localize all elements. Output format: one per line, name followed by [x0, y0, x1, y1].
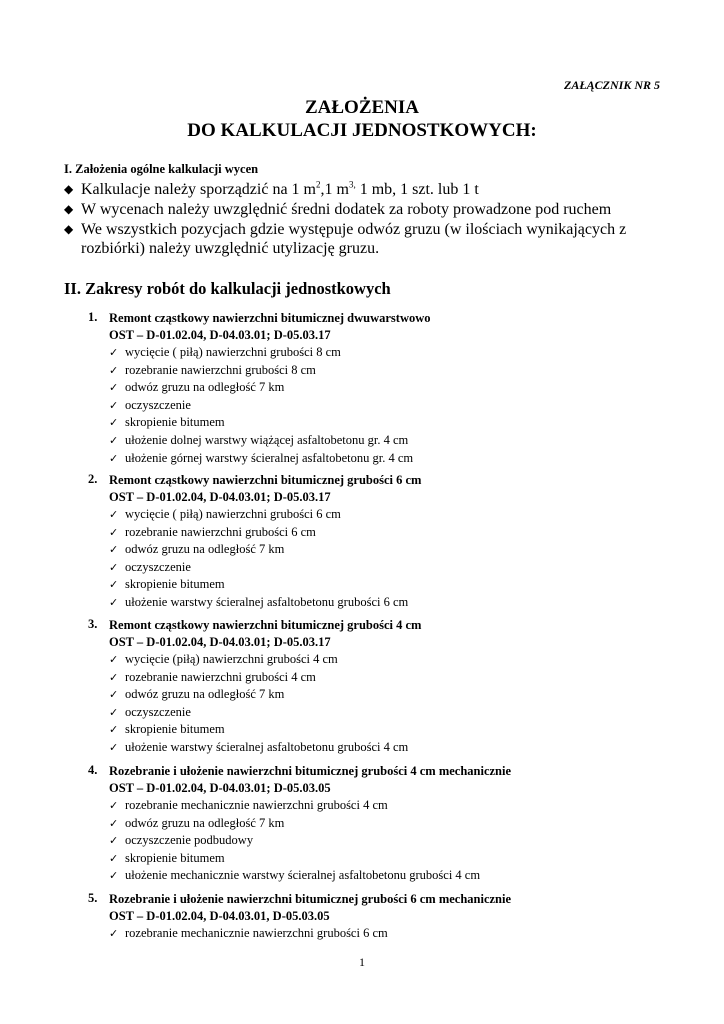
bullet-1-text-end: 1 mb, 1 szt. lub 1 t [355, 181, 479, 198]
checkmark-icon: ✓ [109, 543, 119, 557]
checkmark-icon: ✓ [109, 705, 119, 719]
step: ✓ rozebranie nawierzchni grubości 8 cm [109, 362, 688, 380]
checkmark-icon: ✓ [109, 578, 119, 592]
step: ✓ rozebranie nawierzchni grubości 4 cm [109, 669, 688, 687]
page-subtitle: DO KALKULACJI JEDNOSTKOWYCH: [187, 120, 537, 141]
step: ✓ wycięcie (piłą) nawierzchni grubości 4 cm [109, 651, 688, 669]
bullet-3-text: We wszystkich pozycjach gdzie występuje odwóz gruzu (w ilościach wynikających z rozbiórki) należy uwzględnić utylizację gruzu. [81, 221, 627, 257]
step: ✓ odwóz gruzu na odległość 7 km [109, 379, 688, 397]
page-title: ZAŁOŻENIA [304, 97, 420, 118]
checkmark-icon: ✓ [109, 653, 119, 666]
list-item [88, 310, 688, 467]
item-title: Remont cząstkowy nawierzchni bitumicznej dwuwarstwowo [109, 311, 431, 325]
step: ✓ ułożenie warstwy ścieralnej asfaltobetonu grubości 4 cm [109, 739, 688, 757]
checkmark-icon: ✓ [109, 525, 119, 539]
diamond-bullet-icon: ◆ [64, 222, 74, 236]
step: ✓ wycięcie ( piłą) nawierzchni grubości 8 cm [109, 344, 688, 362]
section-2-heading: II. Zakresy robót do kalkulacji jednostkowych [64, 279, 391, 298]
step: ✓ ułożenie górnej warstwy ścieralnej asfaltobetonu gr. 4 cm [109, 450, 688, 468]
list-item [88, 763, 688, 885]
bullet-1-text-mid: ,1 m [320, 181, 349, 198]
checkmark-icon: ✓ [109, 451, 119, 465]
checkmark-icon: ✓ [109, 927, 119, 940]
checkmark-icon: ✓ [109, 363, 119, 377]
checkmark-icon: ✓ [109, 346, 119, 359]
item-title: Rozebranie i ułożenie nawierzchni bitumicznej grubości 4 cm mechanicznie [109, 764, 512, 778]
item-number: 4. [88, 763, 98, 777]
step-list [88, 651, 688, 757]
step: ✓ oczyszczenie [109, 397, 688, 415]
diamond-bullet-icon: ◆ [64, 202, 74, 216]
checkmark-icon: ✓ [109, 816, 119, 830]
step: ✓ rozebranie nawierzchni grubości 6 cm [109, 524, 688, 542]
step: ✓ ułożenie dolnej warstwy wiążącej asfaltobetonu gr. 4 cm [109, 432, 688, 450]
bullet-2 [64, 200, 668, 219]
annex-label: ZAŁĄCZNIK NR 5 [563, 78, 660, 92]
step-list [88, 925, 688, 943]
item-number: 5. [88, 891, 98, 905]
step: ✓ rozebranie mechanicznie nawierzchni grubości 6 cm [109, 925, 688, 943]
checkmark-icon: ✓ [109, 381, 119, 395]
item-spec: OST – D-01.02.04, D-04.03.01; D-05.03.17 [109, 635, 331, 649]
bullet-1-sup-2: 2 [316, 179, 321, 190]
page-number: 1 [359, 955, 365, 969]
item-number: 3. [88, 617, 98, 631]
checkmark-icon: ✓ [109, 723, 119, 737]
item-number: 2. [88, 472, 98, 486]
step: ✓ wycięcie ( piłą) nawierzchni grubości 6 cm [109, 506, 688, 524]
list-item [88, 891, 688, 943]
diamond-bullet-icon: ◆ [64, 182, 74, 196]
checkmark-icon: ✓ [109, 595, 119, 609]
section-1-heading: I. Założenia ogólne kalkulacji wycen [64, 162, 259, 176]
checkmark-icon: ✓ [109, 433, 119, 447]
step: ✓ odwóz gruzu na odległość 7 km [109, 541, 688, 559]
item-spec: OST – D-01.02.04, D-04.03.01; D-05.03.05 [109, 781, 331, 795]
step: ✓ odwóz gruzu na odległość 7 km [109, 686, 688, 704]
step: ✓ skropienie bitumem [109, 850, 688, 868]
bullet-2-text: W wycenach należy uwzględnić średni dodatek za roboty prowadzone pod ruchem [81, 201, 612, 218]
list-item [88, 472, 688, 612]
bullet-1-text: Kalkulacje należy sporządzić na 1 m [81, 181, 316, 198]
item-title: Remont cząstkowy nawierzchni bitumicznej grubości 4 cm [109, 618, 422, 632]
item-title: Remont cząstkowy nawierzchni bitumicznej grubości 6 cm [109, 473, 422, 487]
item-spec: OST – D-01.02.04, D-04.03.01, D-05.03.05 [109, 909, 330, 923]
item-spec: OST – D-01.02.04, D-04.03.01; D-05.03.17 [109, 328, 331, 342]
checkmark-icon: ✓ [109, 851, 119, 865]
step: ✓ oczyszczenie [109, 559, 688, 577]
bullet-1 [64, 180, 668, 199]
bullet-1-sup-3: 3, [348, 179, 356, 190]
step: ✓ ułożenie warstwy ścieralnej asfaltobetonu grubości 6 cm [109, 594, 688, 612]
checkmark-icon: ✓ [109, 560, 119, 574]
step: ✓ rozebranie mechanicznie nawierzchni grubości 4 cm [109, 797, 688, 815]
checkmark-icon: ✓ [109, 508, 119, 521]
checkmark-icon: ✓ [109, 869, 119, 883]
list-item [88, 617, 688, 757]
step-list [88, 506, 688, 612]
bullet-3 [64, 220, 668, 258]
step: ✓ oczyszczenie [109, 704, 688, 722]
checkmark-icon: ✓ [109, 799, 119, 812]
checkmark-icon: ✓ [109, 670, 119, 684]
checkmark-icon: ✓ [109, 416, 119, 430]
step: ✓ skropienie bitumem [109, 576, 688, 594]
checkmark-icon: ✓ [109, 740, 119, 754]
item-number: 1. [88, 310, 98, 324]
step: ✓ oczyszczenie podbudowy [109, 832, 688, 850]
step: ✓ ułożenie mechanicznie warstwy ścieralnej asfaltobetonu grubości 4 cm [109, 867, 688, 885]
step: ✓ skropienie bitumem [109, 414, 688, 432]
step: ✓ odwóz gruzu na odległość 7 km [109, 815, 688, 833]
item-title: Rozebranie i ułożenie nawierzchni bitumicznej grubości 6 cm mechanicznie [109, 892, 512, 906]
step-list [88, 344, 688, 467]
checkmark-icon: ✓ [109, 398, 119, 412]
checkmark-icon: ✓ [109, 834, 119, 848]
step-list [88, 797, 688, 885]
checkmark-icon: ✓ [109, 688, 119, 702]
step: ✓ skropienie bitumem [109, 721, 688, 739]
item-spec: OST – D-01.02.04, D-04.03.01; D-05.03.17 [109, 490, 331, 504]
